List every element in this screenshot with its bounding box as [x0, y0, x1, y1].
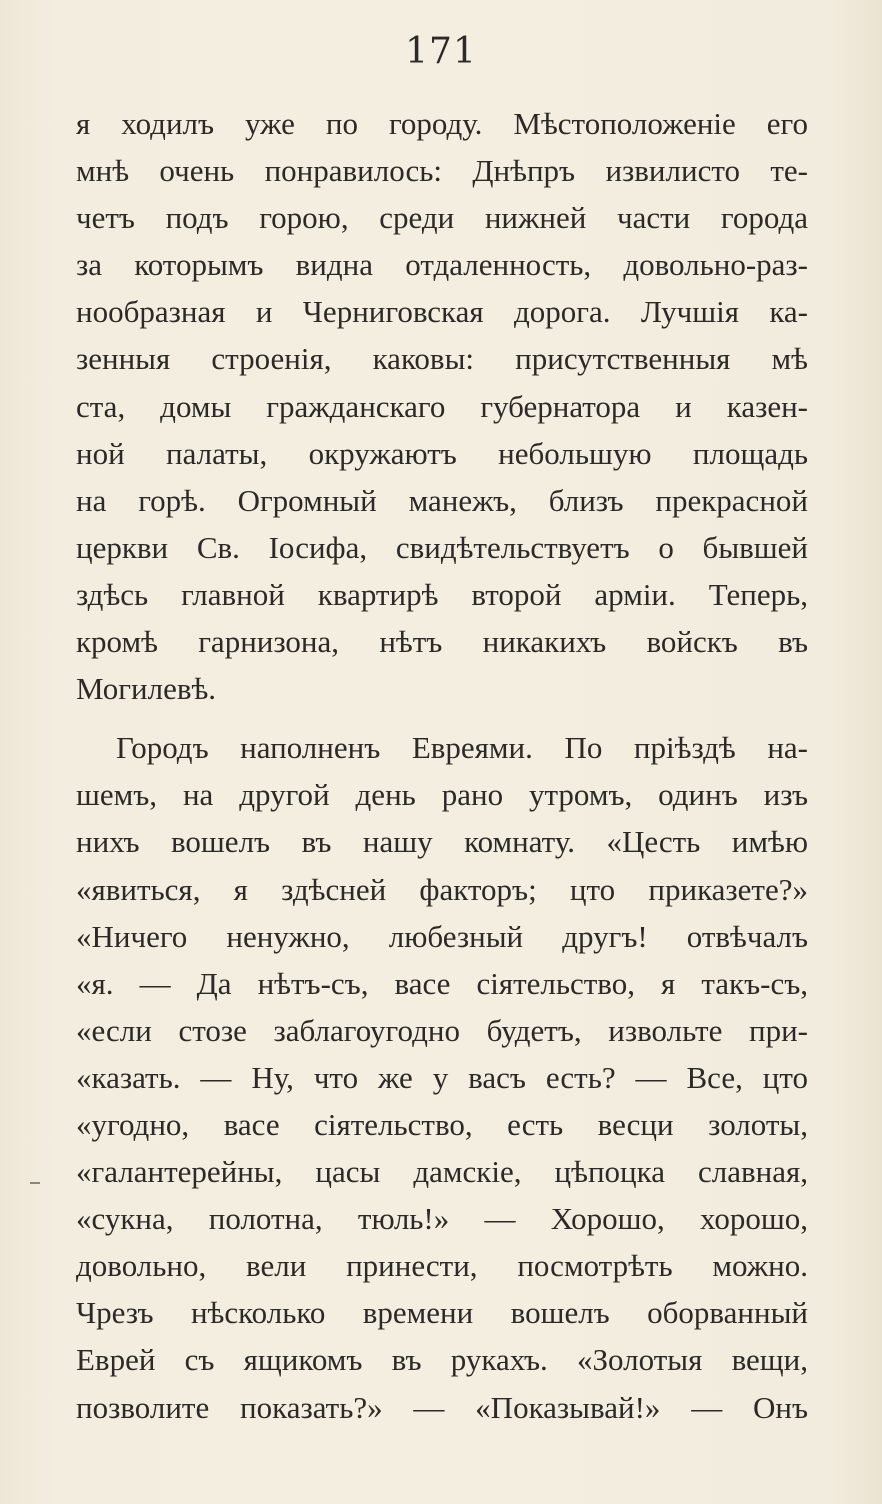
paragraph-1 [76, 100, 808, 712]
paragraph-gap [76, 712, 808, 724]
text-line: зенныя строенія, каковы: присутственныя мѣ [76, 341, 808, 377]
text-line: кромѣ гарнизона, нѣтъ никакихъ войскъ въ [76, 624, 808, 660]
text-body [76, 100, 808, 1431]
text-line: за которымъ видна отдаленность, довольно-раз- [76, 247, 808, 283]
paragraph-2 [76, 724, 808, 1430]
margin-dash-mark [30, 1182, 40, 1184]
text-line: «угодно, васе сіятельство, есть весци золоты, [76, 1106, 808, 1142]
text-line: ста, домы гражданскаго губернатора и казен- [76, 388, 808, 424]
text-line: на горѣ. Огромный манежъ, близъ прекрасной [76, 482, 808, 518]
text-line: шемъ, на другой день рано утромъ, одинъ изъ [76, 777, 808, 813]
text-line: нообразная и Черниговская дорога. Лучшія ка- [76, 294, 808, 330]
text-line: нихъ вошелъ въ нашу комнату. «Цесть имѣю [76, 824, 808, 860]
text-line: «я. — Да нѣтъ-съ, васе сіятельство, я такъ-съ, [76, 965, 808, 1001]
text-line: «сукна, полотна, тюль!» — Хорошо, хорошо, [76, 1201, 808, 1237]
text-line: Могилевѣ. [76, 671, 217, 707]
text-line: ной палаты, окружаютъ небольшую площадь [76, 435, 808, 471]
page-number: 171 [405, 31, 477, 72]
text-line: здѣсь главной квартирѣ второй арміи. Теперь, [76, 576, 808, 612]
text-line: «если стозе заблагоугодно будетъ, извольте при- [76, 1012, 808, 1048]
text-line: Городъ наполненъ Евреями. По пріѣздѣ на- [116, 730, 808, 766]
text-line: «Ничего ненужно, любезный другъ! отвѣчалъ [76, 918, 808, 954]
text-line: «галантерейны, цасы дамскіе, цѣпоцка славная, [76, 1154, 808, 1190]
text-line: я ходилъ уже по городу. Мѣстоположеніе его [76, 106, 808, 141]
text-line: четъ подъ горою, среди нижней части города [76, 200, 808, 236]
text-line: «казать. — Ну, что же у васъ есть? — Все, цто [76, 1059, 808, 1095]
text-line: церкви Св. Іосифа, свидѣтельствуетъ о бывшей [76, 529, 808, 565]
text-line: позволите показать?» — «Показывай!» — Онъ [76, 1389, 808, 1425]
text-line: Еврей съ ящикомъ въ рукахъ. «Золотыя вещи, [76, 1342, 808, 1378]
text-line: мнѣ очень понравилось: Днѣпръ извилисто те- [76, 153, 808, 189]
text-line: «явиться, я здѣсней факторъ; цто приказете?» [76, 871, 808, 907]
text-line: довольно, вели принести, посмотрѣть можно. [76, 1248, 808, 1284]
text-line: Чрезъ нѣсколько времени вошелъ оборванный [76, 1295, 808, 1331]
